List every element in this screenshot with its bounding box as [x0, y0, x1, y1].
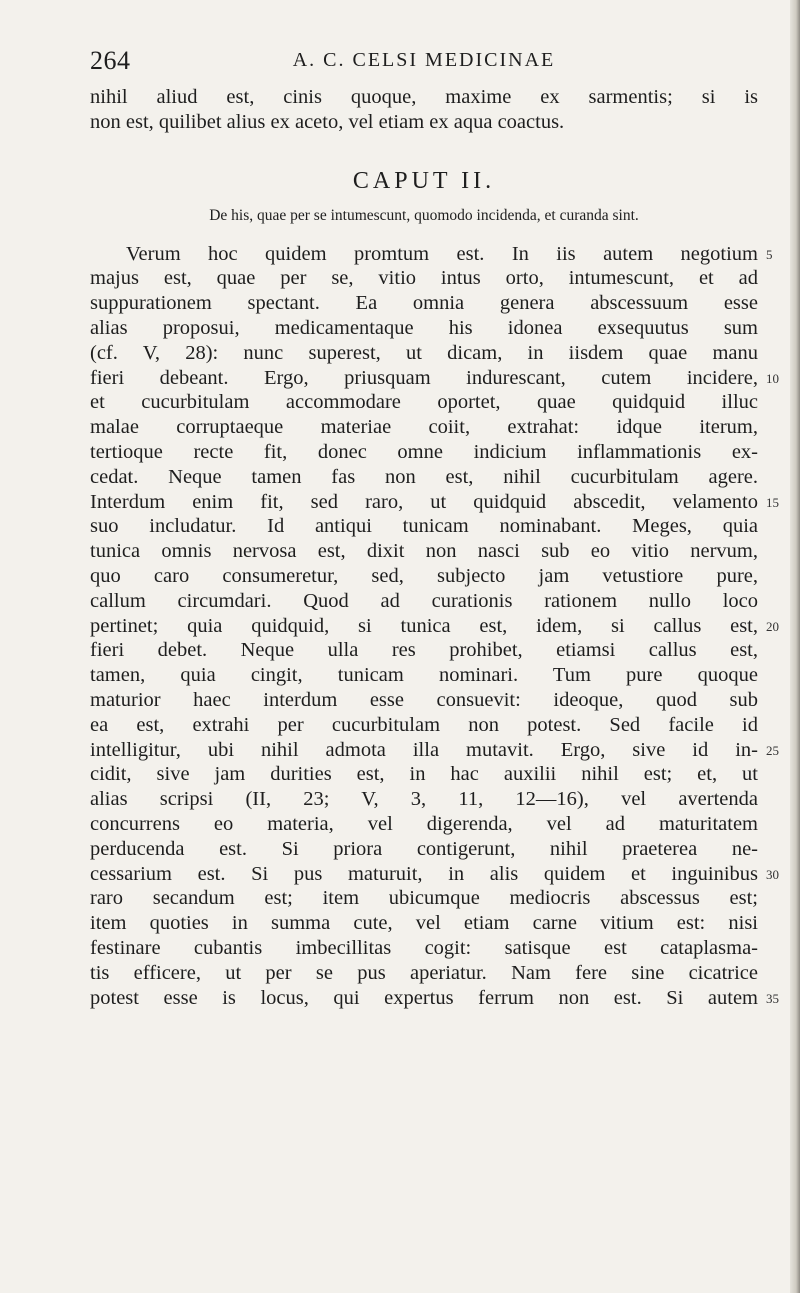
line-text: cessarium est. Si pus maturuit, in alis quidem et inguinibus — [90, 862, 758, 885]
body-text — [90, 85, 779, 1010]
paragraph-line — [90, 465, 758, 490]
paragraph-line — [90, 886, 758, 911]
paragraph-line — [90, 762, 758, 787]
paragraph-line — [90, 862, 779, 887]
chapter-title: CAPUT II. — [352, 167, 496, 194]
page-number: 264 — [90, 46, 131, 75]
line-text: suppurationem spectant. Ea omnia genera abscessuum esse — [90, 292, 758, 315]
line-text: malae corruptaeque materiae coiit, extrahat: idque iterum, — [90, 416, 758, 439]
line-text: perducenda est. Si priora contigerunt, nihil praeterea ne- — [90, 837, 758, 860]
line-text: cedat. Neque tamen fas non est, nihil cucurbitulam agere. — [90, 465, 758, 488]
line-text: concurrens eo materia, vel digerenda, vel ad maturitatem — [90, 812, 758, 835]
paragraph-line — [90, 787, 758, 812]
line-text: callum circumdari. Quod ad curationis rationem nullo loco — [90, 589, 758, 612]
paragraph-line — [90, 638, 758, 663]
line-text: quo caro consumeretur, sed, subjecto jam vetustiore pure, — [90, 564, 758, 587]
paragraph-line — [90, 440, 758, 465]
paragraph-line — [90, 614, 779, 639]
line-text: et cucurbitulam accommodare oportet, quae quidquid illuc — [90, 391, 758, 414]
line-number: 35 — [766, 990, 779, 1006]
line-text: potest esse is locus, qui expertus ferrum non est. Si autem — [90, 986, 758, 1009]
paragraph-line — [90, 514, 758, 539]
line-text: festinare cubantis imbecillitas cogit: satisque est cataplasma- — [90, 936, 758, 959]
paragraph-line — [90, 986, 779, 1011]
line-text: tertioque recte fit, donec omne indicium inflammationis ex- — [90, 440, 758, 463]
paragraph-line — [90, 688, 758, 713]
paragraph-line — [90, 663, 758, 688]
line-text: pertinet; quia quidquid, si tunica est, idem, si callus est, — [90, 614, 758, 637]
line-number: 15 — [766, 494, 779, 510]
line-text: intelligitur, ubi nihil admota illa mutavit. Ergo, sive id in- — [90, 738, 758, 761]
line-number: 10 — [766, 370, 779, 386]
line-number: 30 — [766, 866, 779, 882]
line-number: 25 — [766, 742, 779, 758]
line-text: alias proposui, medicamentaque his idonea exsequutus sum — [90, 316, 758, 339]
text-line: non est, quilibet alius ex aceto, vel etiam ex aqua coactus. — [90, 110, 565, 133]
text-line: nihil aliud est, cinis quoque, maxime ex sarmentis; si is — [90, 86, 758, 108]
paragraph-line — [90, 415, 758, 440]
line-text: suo includatur. Id antiqui tunicam nominabant. Meges, quia — [90, 515, 758, 538]
line-text: tamen, quia cingit, tunicam nominari. Tum pure quoque — [90, 664, 758, 687]
line-text: tis efficere, ut per se pus aperiatur. Nam fere sine cicatrice — [90, 961, 758, 984]
paragraph-line — [90, 936, 758, 961]
line-text: raro secandum est; item ubicumque mediocris abscessus est; — [90, 887, 758, 910]
line-text: majus est, quae per se, vitio intus orto, intumescunt, et ad — [90, 267, 758, 290]
line-text: (cf. V, 28): nunc superest, ut dicam, in iisdem quae manu — [90, 341, 758, 364]
paragraph-line — [90, 911, 758, 936]
line-text: tunica omnis nervosa est, dixit non nasci sub eo vitio nervum, — [90, 540, 758, 563]
line-text: item quoties in summa cute, vel etiam carne vitium est: nisi — [90, 912, 758, 935]
paragraph-line — [90, 390, 758, 415]
paragraph-line — [90, 490, 779, 515]
paragraph-line — [90, 366, 779, 391]
intro-paragraph — [90, 85, 758, 135]
line-text: fieri debet. Neque ulla res prohibet, etiamsi callus est, — [90, 639, 758, 662]
line-text: Verum hoc quidem promtum est. In iis autem negotium — [126, 242, 758, 265]
paragraph-line — [90, 266, 758, 291]
line-text: alias scripsi (II, 23; V, 3, 11, 12—16), vel avertenda — [90, 788, 758, 811]
paragraph-line — [90, 738, 779, 763]
page-edge — [790, 0, 800, 1293]
paragraph-line — [90, 713, 758, 738]
line-number: 5 — [766, 246, 773, 262]
line-text: maturior haec interdum esse consuevit: ideoque, quod sub — [90, 688, 758, 711]
running-head: A. C. CELSI MEDICINAE — [292, 49, 556, 71]
line-text: Interdum enim fit, sed raro, ut quidquid abscedit, velamento — [90, 490, 758, 513]
paragraph-line — [90, 961, 758, 986]
paragraph-line — [90, 242, 773, 267]
paragraph-line — [90, 539, 758, 564]
paragraph-line — [90, 812, 758, 837]
line-text: fieri debeant. Ergo, priusquam indurescant, cutem incidere, — [90, 366, 758, 389]
paragraph-line — [90, 341, 758, 366]
chapter-subtitle: De his, quae per se intumescunt, quomodo incidenda, et curanda sint. — [209, 206, 639, 224]
paragraph-line — [90, 291, 758, 316]
line-text: ea est, extrahi per cucurbitulam non potest. Sed facile id — [90, 713, 758, 736]
paragraph-line — [90, 589, 758, 614]
line-number: 20 — [766, 618, 779, 634]
paragraph-line — [90, 316, 758, 341]
line-text: cidit, sive jam durities est, in hac auxilii nihil est; et, ut — [90, 763, 758, 786]
page-header — [90, 46, 758, 80]
paragraph-line — [90, 564, 758, 589]
main-paragraph — [90, 242, 779, 1011]
paragraph-line — [90, 837, 758, 862]
